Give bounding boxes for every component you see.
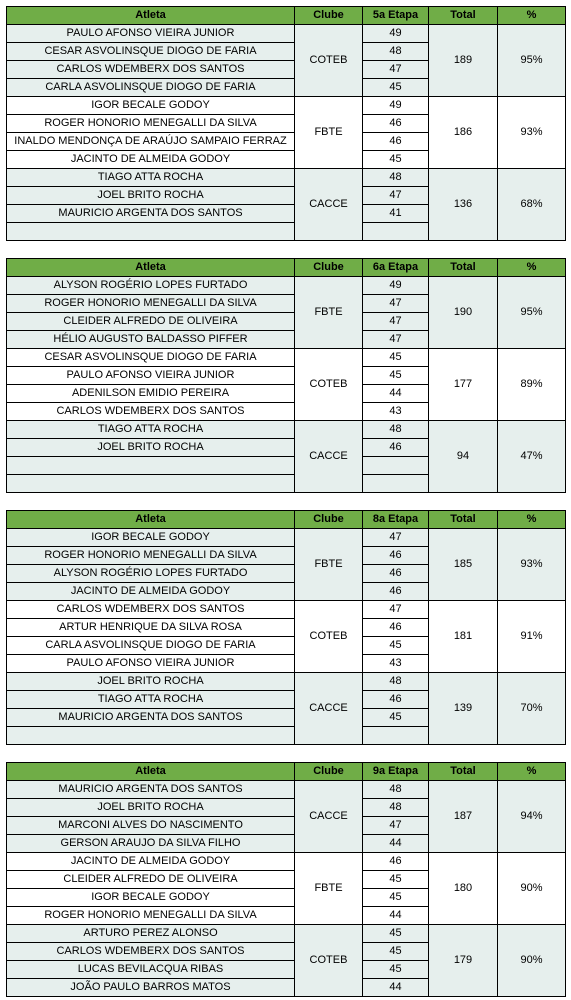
header-atleta: Atleta: [7, 259, 295, 277]
percent-cell: 91%: [498, 601, 566, 673]
percent-cell: 93%: [498, 97, 566, 169]
athlete-cell: ARTUR HENRIQUE DA SILVA ROSA: [7, 619, 295, 637]
score-cell: 41: [363, 205, 429, 223]
score-cell: 47: [363, 61, 429, 79]
ranking-table-1: [6, 6, 566, 241]
table-row: [7, 349, 566, 367]
header-etapa: 6a Etapa: [363, 259, 429, 277]
total-cell: 136: [429, 169, 498, 241]
athlete-cell: [7, 475, 295, 493]
header-clube: Clube: [295, 259, 363, 277]
total-cell: 189: [429, 25, 498, 97]
club-group: [7, 853, 566, 925]
club-cell: FBTE: [295, 97, 363, 169]
percent-cell: 90%: [498, 925, 566, 997]
athlete-cell: JOEL BRITO ROCHA: [7, 673, 295, 691]
club-group: [7, 529, 566, 601]
athlete-cell: ALYSON ROGÉRIO LOPES FURTADO: [7, 565, 295, 583]
athlete-cell: [7, 223, 295, 241]
total-cell: 94: [429, 421, 498, 493]
athlete-cell: INALDO MENDONÇA DE ARAÚJO SAMPAIO FERRAZ: [7, 133, 295, 151]
ranking-table-3: [6, 510, 566, 745]
athlete-cell: LUCAS BEVILACQUA RIBAS: [7, 961, 295, 979]
table-row: [7, 853, 566, 871]
athlete-cell: ROGER HONORIO MENEGALLI DA SILVA: [7, 295, 295, 313]
header-etapa: 5a Etapa: [363, 7, 429, 25]
score-cell: 45: [363, 889, 429, 907]
athlete-cell: JACINTO DE ALMEIDA GODOY: [7, 583, 295, 601]
score-cell: 46: [363, 115, 429, 133]
total-cell: 180: [429, 853, 498, 925]
header-percent: %: [498, 7, 566, 25]
score-cell: 45: [363, 349, 429, 367]
header-atleta: Atleta: [7, 511, 295, 529]
athlete-cell: JOEL BRITO ROCHA: [7, 187, 295, 205]
score-cell: 47: [363, 187, 429, 205]
table-row: [7, 97, 566, 115]
club-cell: COTEB: [295, 25, 363, 97]
score-cell: 44: [363, 385, 429, 403]
athlete-cell: JOEL BRITO ROCHA: [7, 439, 295, 457]
score-cell: 47: [363, 295, 429, 313]
ranking-table-4: [6, 762, 566, 997]
club-cell: COTEB: [295, 349, 363, 421]
athlete-cell: ROGER HONORIO MENEGALLI DA SILVA: [7, 547, 295, 565]
athlete-cell: IGOR BECALE GODOY: [7, 889, 295, 907]
score-cell: 45: [363, 151, 429, 169]
athlete-cell: HÉLIO AUGUSTO BALDASSO PIFFER: [7, 331, 295, 349]
club-group: [7, 25, 566, 97]
total-cell: 181: [429, 601, 498, 673]
club-cell: CACCE: [295, 169, 363, 241]
athlete-cell: CARLOS WDEMBERX DOS SANTOS: [7, 943, 295, 961]
header-clube: Clube: [295, 763, 363, 781]
score-cell: 45: [363, 961, 429, 979]
percent-cell: 90%: [498, 853, 566, 925]
score-cell: 46: [363, 133, 429, 151]
score-cell: 49: [363, 277, 429, 295]
athlete-cell: MAURICIO ARGENTA DOS SANTOS: [7, 781, 295, 799]
percent-cell: 70%: [498, 673, 566, 745]
score-cell: 47: [363, 817, 429, 835]
club-group: [7, 781, 566, 853]
score-cell: [363, 727, 429, 745]
score-cell: 49: [363, 97, 429, 115]
score-cell: 46: [363, 853, 429, 871]
score-cell: 49: [363, 25, 429, 43]
score-cell: 47: [363, 601, 429, 619]
header-etapa: 9a Etapa: [363, 763, 429, 781]
score-cell: 48: [363, 799, 429, 817]
header-total: Total: [429, 511, 498, 529]
table-row: [7, 781, 566, 799]
club-cell: COTEB: [295, 925, 363, 997]
score-cell: 48: [363, 781, 429, 799]
athlete-cell: GERSON ARAUJO DA SILVA FILHO: [7, 835, 295, 853]
header-row: [7, 763, 566, 781]
club-group: [7, 349, 566, 421]
athlete-cell: CARLA ASVOLINSQUE DIOGO DE FARIA: [7, 79, 295, 97]
header-atleta: Atleta: [7, 7, 295, 25]
header-total: Total: [429, 259, 498, 277]
header-row: [7, 259, 566, 277]
score-cell: 46: [363, 619, 429, 637]
athlete-cell: ADENILSON EMIDIO PEREIRA: [7, 385, 295, 403]
athlete-cell: IGOR BECALE GODOY: [7, 529, 295, 547]
header-total: Total: [429, 763, 498, 781]
club-cell: CACCE: [295, 421, 363, 493]
athlete-cell: JACINTO DE ALMEIDA GODOY: [7, 853, 295, 871]
header-etapa: 8a Etapa: [363, 511, 429, 529]
club-group: [7, 925, 566, 997]
score-cell: 46: [363, 547, 429, 565]
athlete-cell: JOEL BRITO ROCHA: [7, 799, 295, 817]
total-cell: 185: [429, 529, 498, 601]
athlete-cell: CARLOS WDEMBERX DOS SANTOS: [7, 403, 295, 421]
header-clube: Clube: [295, 7, 363, 25]
score-cell: 45: [363, 637, 429, 655]
header-percent: %: [498, 511, 566, 529]
percent-cell: 89%: [498, 349, 566, 421]
athlete-cell: CESAR ASVOLINSQUE DIOGO DE FARIA: [7, 43, 295, 61]
header-row: [7, 511, 566, 529]
table-row: [7, 421, 566, 439]
header-atleta: Atleta: [7, 763, 295, 781]
athlete-cell: MAURICIO ARGENTA DOS SANTOS: [7, 709, 295, 727]
club-group: [7, 421, 566, 493]
table-row: [7, 277, 566, 295]
score-cell: 45: [363, 871, 429, 889]
total-cell: 187: [429, 781, 498, 853]
club-cell: COTEB: [295, 601, 363, 673]
athlete-cell: TIAGO ATTA ROCHA: [7, 169, 295, 187]
athlete-cell: PAULO AFONSO VIEIRA JUNIOR: [7, 367, 295, 385]
club-cell: CACCE: [295, 781, 363, 853]
score-cell: [363, 223, 429, 241]
score-cell: 45: [363, 367, 429, 385]
club-group: [7, 169, 566, 241]
header-row: [7, 7, 566, 25]
table-row: [7, 25, 566, 43]
club-cell: FBTE: [295, 853, 363, 925]
percent-cell: 94%: [498, 781, 566, 853]
score-cell: 46: [363, 565, 429, 583]
club-group: [7, 673, 566, 745]
score-cell: 43: [363, 655, 429, 673]
table-row: [7, 601, 566, 619]
percent-cell: 68%: [498, 169, 566, 241]
athlete-cell: MAURICIO ARGENTA DOS SANTOS: [7, 205, 295, 223]
percent-cell: 47%: [498, 421, 566, 493]
athlete-cell: ROGER HONORIO MENEGALLI DA SILVA: [7, 907, 295, 925]
score-cell: 44: [363, 835, 429, 853]
score-cell: 45: [363, 709, 429, 727]
score-cell: 46: [363, 583, 429, 601]
header-total: Total: [429, 7, 498, 25]
athlete-cell: [7, 727, 295, 745]
athlete-cell: TIAGO ATTA ROCHA: [7, 691, 295, 709]
athlete-cell: ROGER HONORIO MENEGALLI DA SILVA: [7, 115, 295, 133]
athlete-cell: JACINTO DE ALMEIDA GODOY: [7, 151, 295, 169]
header-percent: %: [498, 259, 566, 277]
score-cell: 48: [363, 169, 429, 187]
athlete-cell: ALYSON ROGÉRIO LOPES FURTADO: [7, 277, 295, 295]
athlete-cell: PAULO AFONSO VIEIRA JUNIOR: [7, 655, 295, 673]
athlete-cell: TIAGO ATTA ROCHA: [7, 421, 295, 439]
score-cell: [363, 475, 429, 493]
score-cell: 48: [363, 43, 429, 61]
athlete-cell: CARLOS WDEMBERX DOS SANTOS: [7, 61, 295, 79]
score-cell: 48: [363, 673, 429, 691]
header-percent: %: [498, 763, 566, 781]
score-cell: 47: [363, 331, 429, 349]
club-cell: FBTE: [295, 529, 363, 601]
athlete-cell: IGOR BECALE GODOY: [7, 97, 295, 115]
header-clube: Clube: [295, 511, 363, 529]
athlete-cell: PAULO AFONSO VIEIRA JUNIOR: [7, 25, 295, 43]
table-row: [7, 673, 566, 691]
table-row: [7, 169, 566, 187]
total-cell: 179: [429, 925, 498, 997]
score-cell: 46: [363, 439, 429, 457]
athlete-cell: MARCONI ALVES DO NASCIMENTO: [7, 817, 295, 835]
athlete-cell: CARLOS WDEMBERX DOS SANTOS: [7, 601, 295, 619]
club-group: [7, 277, 566, 349]
percent-cell: 93%: [498, 529, 566, 601]
athlete-cell: CLEIDER ALFREDO DE OLIVEIRA: [7, 313, 295, 331]
athlete-cell: CESAR ASVOLINSQUE DIOGO DE FARIA: [7, 349, 295, 367]
total-cell: 139: [429, 673, 498, 745]
score-cell: [363, 457, 429, 475]
athlete-cell: ARTURO PEREZ ALONSO: [7, 925, 295, 943]
percent-cell: 95%: [498, 277, 566, 349]
score-cell: 46: [363, 691, 429, 709]
percent-cell: 95%: [498, 25, 566, 97]
ranking-table-2: [6, 258, 566, 493]
athlete-cell: [7, 457, 295, 475]
athlete-cell: CARLA ASVOLINSQUE DIOGO DE FARIA: [7, 637, 295, 655]
club-cell: CACCE: [295, 673, 363, 745]
total-cell: 186: [429, 97, 498, 169]
club-group: [7, 97, 566, 169]
score-cell: 45: [363, 925, 429, 943]
club-cell: FBTE: [295, 277, 363, 349]
total-cell: 177: [429, 349, 498, 421]
table-row: [7, 529, 566, 547]
score-cell: 47: [363, 529, 429, 547]
score-cell: 47: [363, 313, 429, 331]
score-cell: 44: [363, 907, 429, 925]
score-cell: 44: [363, 979, 429, 997]
athlete-cell: CLEIDER ALFREDO DE OLIVEIRA: [7, 871, 295, 889]
athlete-cell: JOÃO PAULO BARROS MATOS: [7, 979, 295, 997]
score-cell: 43: [363, 403, 429, 421]
total-cell: 190: [429, 277, 498, 349]
score-cell: 45: [363, 943, 429, 961]
score-cell: 45: [363, 79, 429, 97]
table-row: [7, 925, 566, 943]
club-group: [7, 601, 566, 673]
score-cell: 48: [363, 421, 429, 439]
